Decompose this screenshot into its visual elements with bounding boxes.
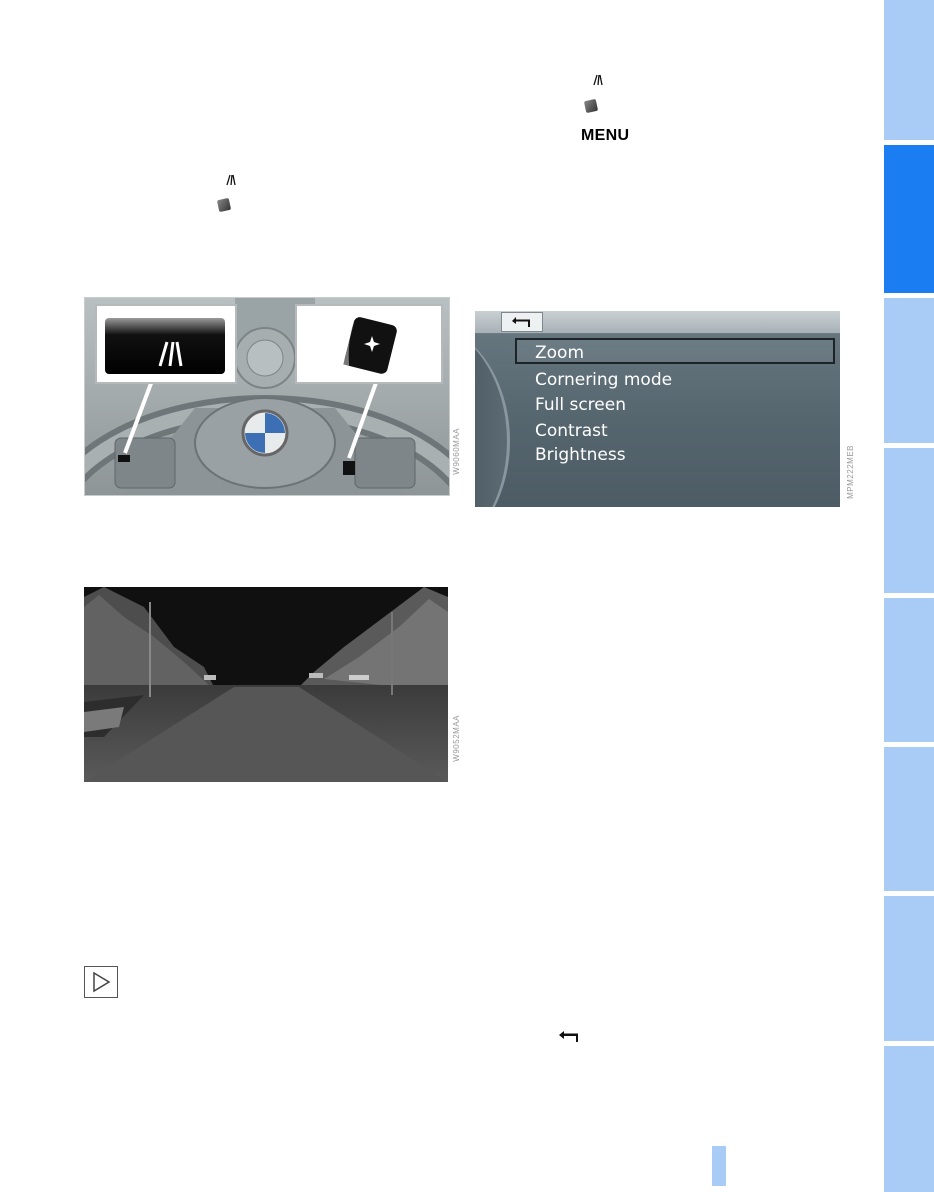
menu-item-contrast[interactable]: Contrast xyxy=(535,421,608,441)
figure-code: W9052MAA xyxy=(452,715,461,762)
play-triangle-icon xyxy=(85,967,117,997)
chapter-tab-8[interactable] xyxy=(884,1046,934,1192)
chapter-tab-2-active[interactable] xyxy=(884,145,934,293)
controller-icon xyxy=(584,99,598,113)
chapter-tab-3[interactable] xyxy=(884,298,934,443)
night-vision-icon xyxy=(583,68,603,88)
figure-code: W9060MAA xyxy=(452,428,461,475)
page-number-marker xyxy=(712,1146,726,1186)
controller-icon xyxy=(297,306,441,382)
chapter-tab-1[interactable] xyxy=(884,0,934,140)
night-vision-icon xyxy=(216,168,236,188)
controller-button-callout xyxy=(295,304,443,384)
menu-item-cornering-mode[interactable]: Cornering mode xyxy=(535,370,673,390)
steering-wheel-figure xyxy=(84,297,450,496)
back-arrow-icon xyxy=(556,1029,584,1045)
figure-code: MPM222MEB xyxy=(846,445,855,499)
back-arrow-icon xyxy=(502,313,542,331)
menu-item-brightness[interactable]: Brightness xyxy=(535,445,626,465)
night-vision-road-image xyxy=(84,587,448,782)
night-vision-image-figure xyxy=(84,587,448,782)
night-vision-button-callout xyxy=(95,304,237,384)
menu-button-label: MENU xyxy=(581,127,630,144)
display-curve xyxy=(475,321,510,507)
night-vision-icon xyxy=(97,306,235,382)
chapter-tab-5[interactable] xyxy=(884,598,934,742)
menu-item-full-screen[interactable]: Full screen xyxy=(535,395,626,415)
continuation-marker xyxy=(84,966,118,998)
controller-icon xyxy=(217,198,231,212)
display-title-bar xyxy=(475,311,840,334)
back-button[interactable] xyxy=(501,312,543,332)
display-menu-figure xyxy=(475,311,840,507)
chapter-tab-4[interactable] xyxy=(884,448,934,593)
menu-item-zoom[interactable]: Zoom xyxy=(535,343,585,363)
chapter-tab-6[interactable] xyxy=(884,747,934,891)
chapter-tab-7[interactable] xyxy=(884,896,934,1041)
